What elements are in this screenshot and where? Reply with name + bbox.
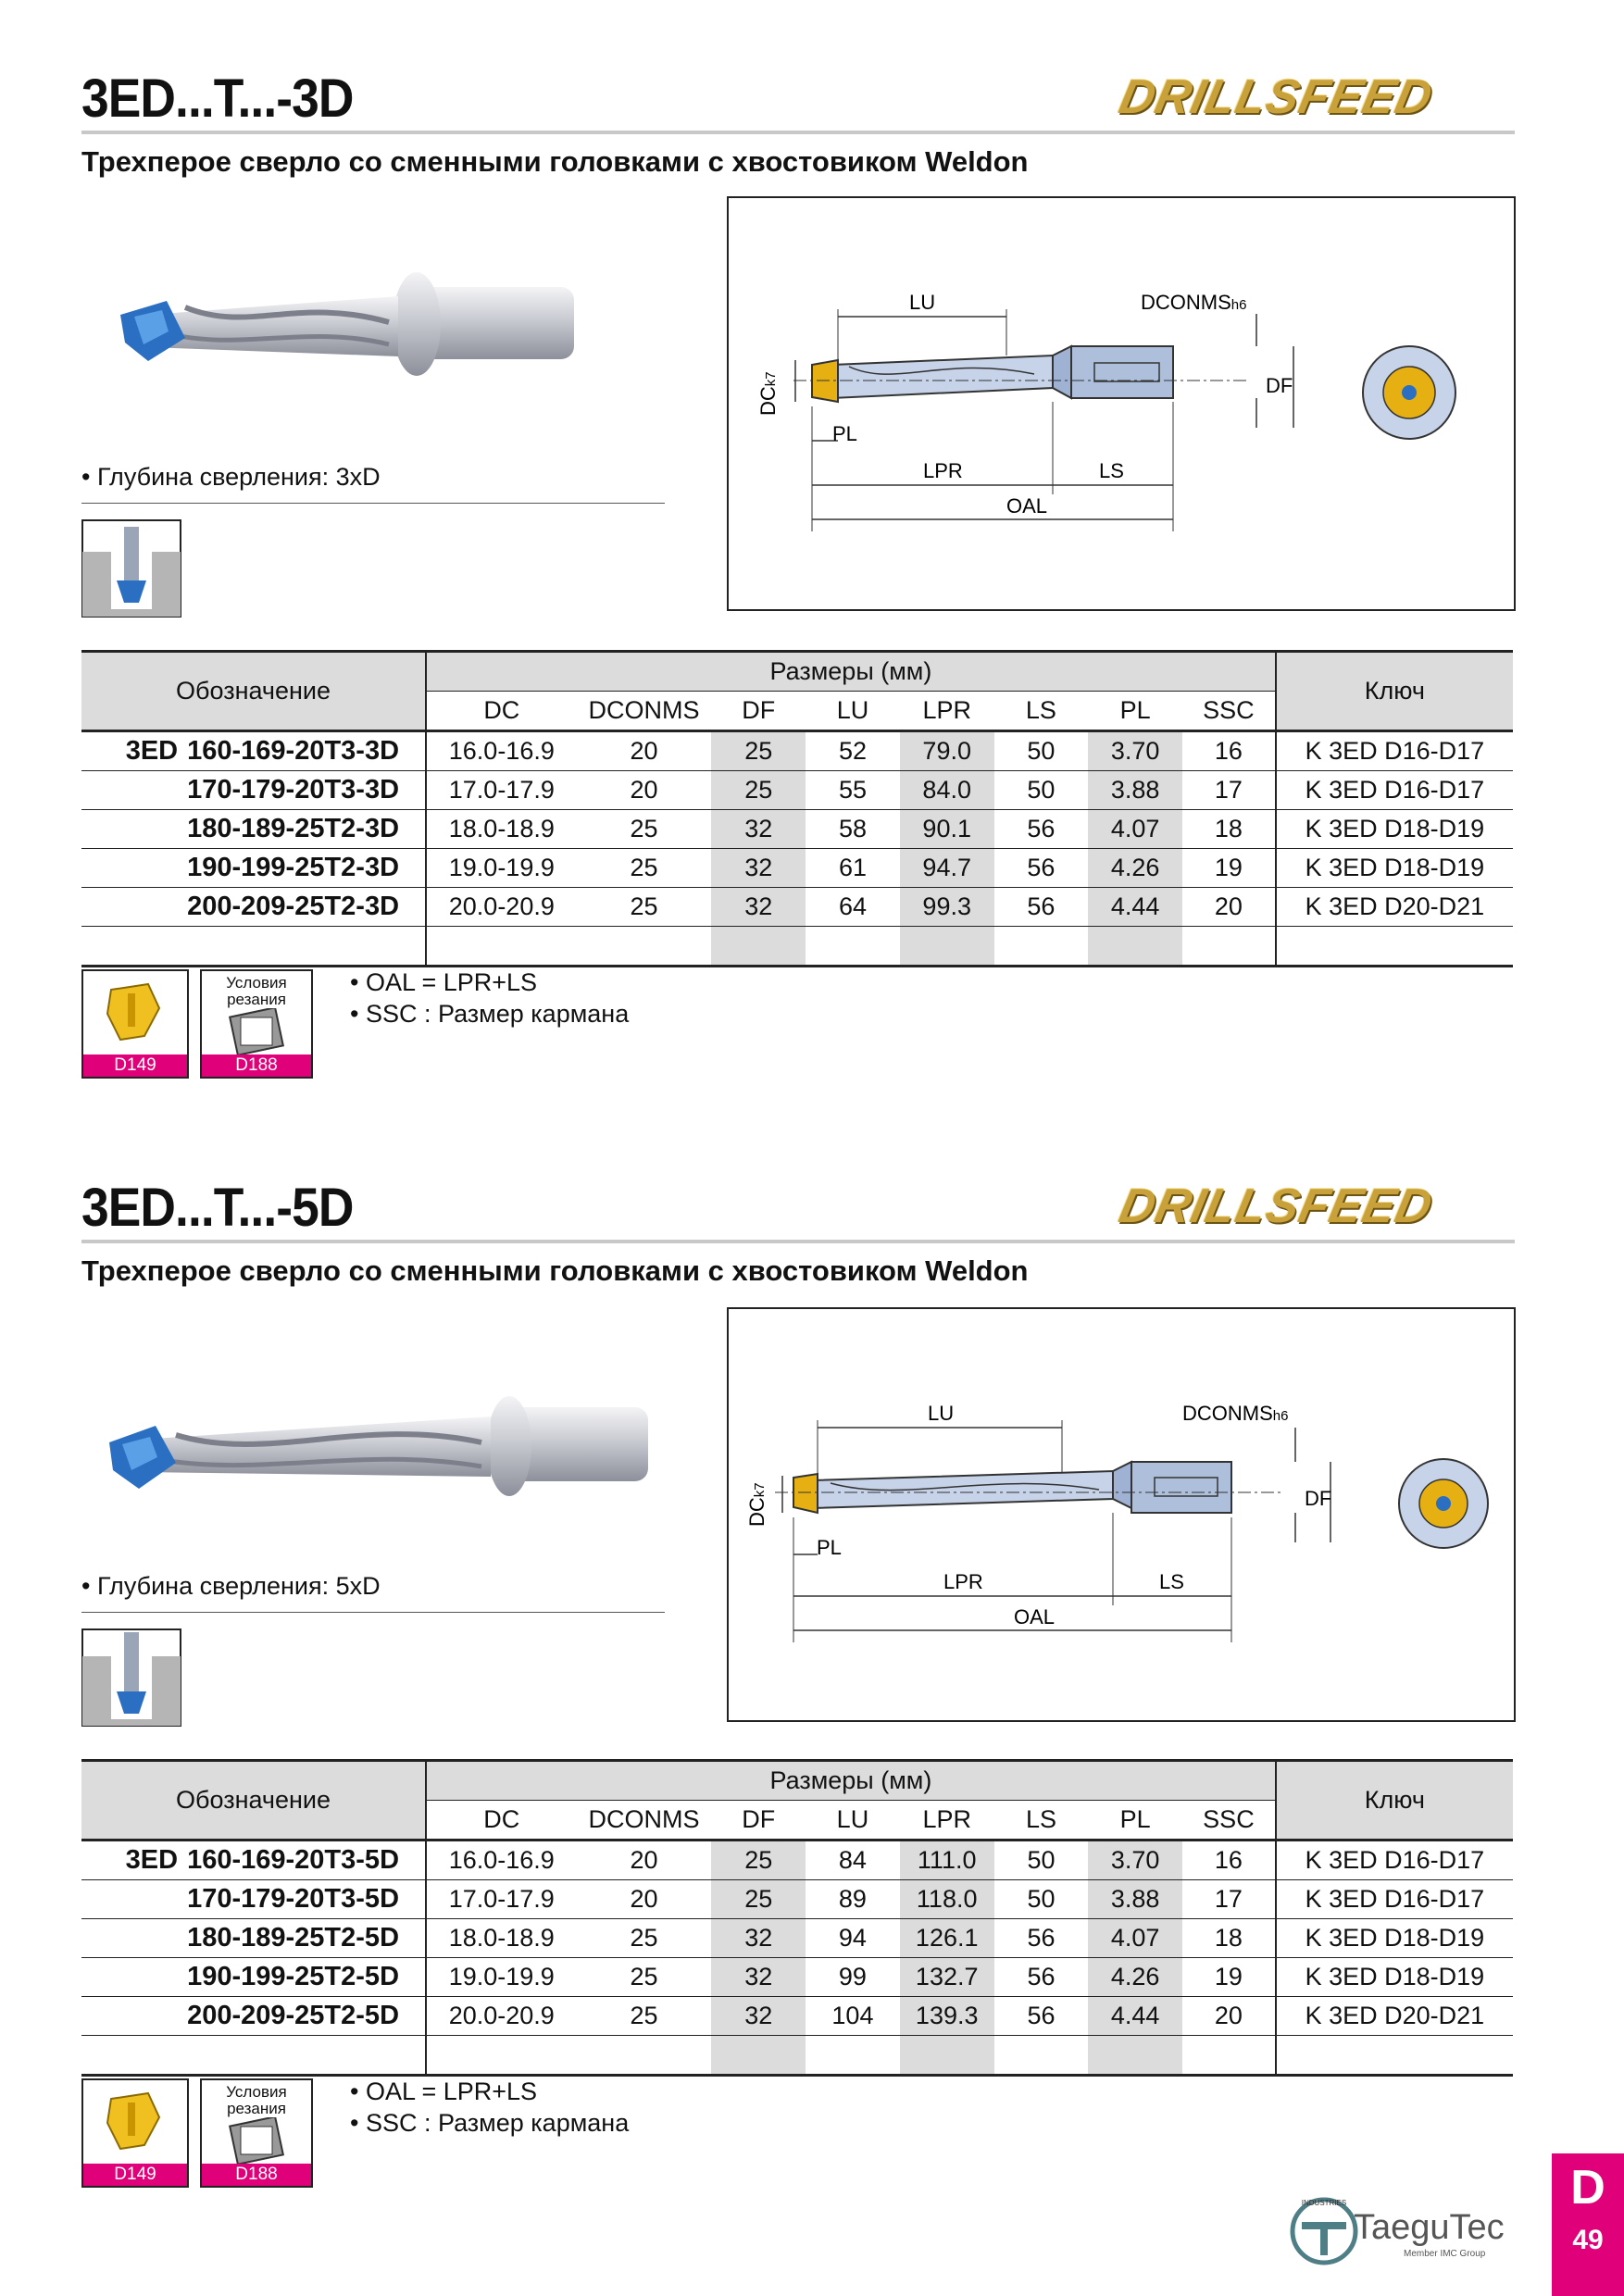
dconms-cell: 25 bbox=[630, 854, 658, 881]
designation-cell: 200-209-25T2-3D bbox=[187, 892, 400, 921]
dimensions-header: Размеры (мм) bbox=[426, 1761, 1276, 1801]
notes bbox=[350, 967, 629, 1029]
lpr-label: LPR bbox=[923, 459, 963, 482]
ls-label: LS bbox=[1159, 1570, 1184, 1593]
ssc-cell: 17 bbox=[1214, 1885, 1243, 1913]
brand-ring-text: INDUSTRIES bbox=[1301, 2199, 1347, 2207]
oal-label: OAL bbox=[1006, 494, 1048, 518]
dconms-cell: 25 bbox=[630, 815, 658, 842]
tool-photo bbox=[102, 1389, 657, 1537]
table-row-empty bbox=[81, 927, 1513, 967]
ls-cell: 56 bbox=[1027, 815, 1056, 842]
lpr-cell: 126.1 bbox=[900, 1919, 994, 1958]
brand-name: TaeguTec bbox=[1354, 2208, 1505, 2247]
depth-rule bbox=[81, 503, 665, 504]
key-cell: K 3ED D16-D17 bbox=[1276, 1841, 1513, 1880]
dimensions-header: Размеры (мм) bbox=[426, 652, 1276, 692]
hole-depth-icon bbox=[81, 519, 181, 618]
table-row bbox=[81, 1919, 1513, 1958]
pl-cell: 4.26 bbox=[1088, 849, 1182, 888]
spec-table-body bbox=[81, 731, 1513, 967]
lpr-cell: 99.3 bbox=[900, 888, 994, 927]
designation-cell: 200-209-25T2-5D bbox=[187, 2001, 400, 2030]
designation-cell: 170-179-20T3-3D bbox=[187, 775, 400, 805]
lpr-cell: 84.0 bbox=[900, 771, 994, 810]
pl-label: PL bbox=[832, 422, 857, 445]
dconms-cell: 25 bbox=[630, 1963, 658, 1990]
spec-table bbox=[81, 650, 1513, 967]
lu-cell: 104 bbox=[831, 2002, 874, 2029]
ls-cell: 56 bbox=[1027, 2002, 1056, 2029]
df-cell: 25 bbox=[711, 731, 806, 771]
note-oal: • OAL = LPR+LS bbox=[350, 2078, 538, 2105]
drillsfeed-logo: DRILLSFEED bbox=[1114, 1179, 1438, 1233]
col-header: DC bbox=[426, 692, 577, 731]
dc-cell: 17.0-17.9 bbox=[426, 1880, 577, 1919]
flange-shape bbox=[487, 1396, 531, 1496]
col-header: DCONMS bbox=[577, 1801, 712, 1841]
tool-photo bbox=[111, 259, 593, 407]
cutting-conditions-button[interactable] bbox=[200, 969, 313, 1079]
ls-cell: 50 bbox=[1027, 737, 1056, 765]
col-header: LPR bbox=[900, 692, 994, 731]
product-subtitle: Трехперое сверло со сменными головками с хвостовиком Weldon bbox=[81, 1254, 1029, 1287]
pl-cell: 4.26 bbox=[1088, 1958, 1182, 1997]
table-row bbox=[81, 1841, 1513, 1880]
col-header: LS bbox=[994, 1801, 1089, 1841]
brand-subtitle: Member IMC Group bbox=[1404, 2249, 1486, 2259]
pl-label: PL bbox=[817, 1536, 842, 1559]
ssc-cell: 20 bbox=[1214, 2002, 1243, 2029]
key-cell: K 3ED D16-D17 bbox=[1276, 771, 1513, 810]
conditions-page-tag: D188 bbox=[202, 2164, 311, 2186]
lu-cell: 58 bbox=[838, 815, 867, 842]
key-cell: K 3ED D18-D19 bbox=[1276, 1958, 1513, 1997]
insert-page-tag: D149 bbox=[83, 1054, 187, 1077]
table-row bbox=[81, 888, 1513, 927]
dc-cell: 20.0-20.9 bbox=[426, 888, 577, 927]
table-row bbox=[81, 810, 1513, 849]
lpr-cell: 111.0 bbox=[900, 1841, 994, 1880]
lu-cell: 61 bbox=[838, 854, 867, 881]
df-cell: 32 bbox=[711, 810, 806, 849]
lu-label: LU bbox=[909, 291, 936, 314]
df-cell: 32 bbox=[711, 849, 806, 888]
designation-cell: 190-199-25T2-3D bbox=[187, 853, 400, 882]
cutting-conditions-label: Условия резания bbox=[226, 974, 287, 1008]
lu-cell: 55 bbox=[838, 776, 867, 804]
drillsfeed-logo: DRILLSFEED bbox=[1114, 70, 1438, 124]
section-letter: D bbox=[1570, 2161, 1605, 2215]
pl-cell: 3.88 bbox=[1088, 771, 1182, 810]
dimension-diagram bbox=[727, 1307, 1516, 1722]
ssc-cell: 18 bbox=[1214, 815, 1243, 842]
col-header: DC bbox=[426, 1801, 577, 1841]
key-cell: K 3ED D16-D17 bbox=[1276, 731, 1513, 771]
designation-cell: 3ED 160-169-20T3-5D bbox=[125, 1845, 400, 1875]
insert-icon bbox=[83, 971, 187, 1053]
lpr-label: LPR bbox=[943, 1570, 983, 1593]
insert-page-tag: D149 bbox=[83, 2164, 187, 2186]
dconms-label: DCONMSh6 bbox=[1182, 1402, 1289, 1425]
hole-depth-icon bbox=[81, 1628, 181, 1727]
key-cell: K 3ED D18-D19 bbox=[1276, 810, 1513, 849]
lpr-cell: 90.1 bbox=[900, 810, 994, 849]
designation-header: Обозначение bbox=[81, 1761, 426, 1841]
table-row bbox=[81, 849, 1513, 888]
col-header: SSC bbox=[1182, 1801, 1276, 1841]
note-ssc: • SSC : Размер кармана bbox=[350, 2109, 630, 2137]
designation-cell: 180-189-25T2-5D bbox=[187, 1923, 400, 1953]
drilling-depth-note: • Глубина сверления: 5xD bbox=[81, 1572, 381, 1600]
col-header: LS bbox=[994, 692, 1089, 731]
df-cell: 32 bbox=[711, 888, 806, 927]
dc-cell: 17.0-17.9 bbox=[426, 771, 577, 810]
dconms-cell: 20 bbox=[630, 737, 658, 765]
lpr-cell: 139.3 bbox=[900, 1997, 994, 2036]
col-header: PL bbox=[1088, 1801, 1182, 1841]
col-header: DF bbox=[711, 692, 806, 731]
lpr-cell: 132.7 bbox=[900, 1958, 994, 1997]
lpr-cell: 94.7 bbox=[900, 849, 994, 888]
conditions-page-tag: D188 bbox=[202, 1054, 311, 1077]
dc-cell: 18.0-18.9 bbox=[426, 1919, 577, 1958]
dconms-cell: 20 bbox=[630, 776, 658, 804]
pl-cell: 3.70 bbox=[1088, 1841, 1182, 1880]
oal-label: OAL bbox=[1014, 1605, 1056, 1628]
title-rule bbox=[81, 131, 1515, 134]
table-row bbox=[81, 771, 1513, 810]
insert-reference-button[interactable] bbox=[81, 969, 189, 1079]
lpr-cell: 118.0 bbox=[900, 1880, 994, 1919]
designation-cell: 180-189-25T2-3D bbox=[187, 814, 400, 843]
df-cell: 32 bbox=[711, 1919, 806, 1958]
product-subtitle: Трехперое сверло со сменными головками с хвостовиком Weldon bbox=[81, 145, 1029, 178]
dimension-diagram bbox=[727, 196, 1516, 611]
key-cell: K 3ED D20-D21 bbox=[1276, 888, 1513, 927]
dc-cell: 16.0-16.9 bbox=[426, 1841, 577, 1880]
ls-label: LS bbox=[1099, 459, 1124, 482]
dc-label: DCk7 bbox=[756, 371, 780, 416]
lu-cell: 94 bbox=[838, 1924, 867, 1952]
lu-cell: 52 bbox=[838, 737, 867, 765]
ls-cell: 56 bbox=[1027, 854, 1056, 881]
key-cell: K 3ED D18-D19 bbox=[1276, 849, 1513, 888]
dc-cell: 19.0-19.9 bbox=[426, 849, 577, 888]
pl-cell: 4.07 bbox=[1088, 810, 1182, 849]
col-header: LPR bbox=[900, 1801, 994, 1841]
pl-cell: 4.44 bbox=[1088, 1997, 1182, 2036]
dconms-cell: 25 bbox=[630, 1924, 658, 1952]
dconms-label: DCONMSh6 bbox=[1141, 291, 1247, 314]
dconms-cell: 25 bbox=[630, 892, 658, 920]
df-label: DF bbox=[1305, 1487, 1332, 1510]
col-header: DF bbox=[711, 1801, 806, 1841]
ls-cell: 50 bbox=[1027, 776, 1056, 804]
df-label: DF bbox=[1266, 374, 1293, 397]
lu-cell: 99 bbox=[838, 1963, 867, 1990]
designation-cell: 3ED 160-169-20T3-3D bbox=[125, 736, 400, 766]
note-oal: • OAL = LPR+LS bbox=[350, 968, 538, 996]
table-row bbox=[81, 1880, 1513, 1919]
ssc-cell: 20 bbox=[1214, 892, 1243, 920]
flange-shape bbox=[393, 272, 441, 376]
lu-label: LU bbox=[928, 1402, 955, 1425]
drilling-depth-note: • Глубина сверления: 3xD bbox=[81, 463, 381, 491]
ls-cell: 56 bbox=[1027, 892, 1056, 920]
cutting-conditions-label: Условия резания bbox=[226, 2083, 287, 2117]
df-cell: 25 bbox=[711, 771, 806, 810]
key-cell: K 3ED D20-D21 bbox=[1276, 1997, 1513, 2036]
body-shape bbox=[139, 1416, 491, 1477]
dc-cell: 16.0-16.9 bbox=[426, 731, 577, 771]
df-cell: 32 bbox=[711, 1958, 806, 1997]
df-cell: 32 bbox=[711, 1997, 806, 2036]
ls-cell: 50 bbox=[1027, 1885, 1056, 1913]
col-header: LU bbox=[806, 1801, 900, 1841]
note-ssc: • SSC : Размер кармана bbox=[350, 1000, 630, 1028]
ls-cell: 56 bbox=[1027, 1963, 1056, 1990]
dconms-cell: 25 bbox=[630, 2002, 658, 2029]
col-header: PL bbox=[1088, 692, 1182, 731]
lpr-cell: 79.0 bbox=[900, 731, 994, 771]
table-row bbox=[81, 1958, 1513, 1997]
body-shape bbox=[148, 296, 398, 356]
pl-cell: 4.07 bbox=[1088, 1919, 1182, 1958]
cutting-conditions-button[interactable] bbox=[200, 2078, 313, 2188]
ssc-cell: 16 bbox=[1214, 737, 1243, 765]
title-rule bbox=[81, 1240, 1515, 1243]
dc-cell: 20.0-20.9 bbox=[426, 1997, 577, 2036]
lu-cell: 84 bbox=[838, 1846, 867, 1874]
taegutec-logo bbox=[1289, 2190, 1539, 2273]
dconms-cell: 20 bbox=[630, 1846, 658, 1874]
designation-cell: 170-179-20T3-5D bbox=[187, 1884, 400, 1914]
depth-rule bbox=[81, 1612, 665, 1613]
dc-cell: 18.0-18.9 bbox=[426, 810, 577, 849]
product-title: 3ED...T...-5D bbox=[81, 1178, 354, 1238]
taegutec-emblem-icon bbox=[1289, 2194, 1363, 2268]
col-header: DCONMS bbox=[577, 692, 712, 731]
spec-table bbox=[81, 1759, 1513, 2077]
pl-cell: 3.70 bbox=[1088, 731, 1182, 771]
col-header: SSC bbox=[1182, 692, 1276, 731]
ssc-cell: 19 bbox=[1214, 854, 1243, 881]
ssc-cell: 18 bbox=[1214, 1924, 1243, 1952]
dc-cell: 19.0-19.9 bbox=[426, 1958, 577, 1997]
conditions-book-icon bbox=[202, 1008, 311, 1054]
table-row bbox=[81, 1997, 1513, 2036]
key-cell: K 3ED D16-D17 bbox=[1276, 1880, 1513, 1919]
spec-table-body bbox=[81, 1841, 1513, 2076]
key-header: Ключ bbox=[1276, 1761, 1513, 1841]
key-header: Ключ bbox=[1276, 652, 1513, 731]
product-title: 3ED...T...-3D bbox=[81, 69, 354, 129]
insert-reference-button[interactable] bbox=[81, 2078, 189, 2188]
ls-cell: 50 bbox=[1027, 1846, 1056, 1874]
dconms-cell: 20 bbox=[630, 1885, 658, 1913]
designation-cell: 190-199-25T2-5D bbox=[187, 1962, 400, 1991]
pl-cell: 3.88 bbox=[1088, 1880, 1182, 1919]
df-cell: 25 bbox=[711, 1841, 806, 1880]
ssc-cell: 16 bbox=[1214, 1846, 1243, 1874]
designation-header: Обозначение bbox=[81, 652, 426, 731]
table-row-empty bbox=[81, 2036, 1513, 2076]
col-header: LU bbox=[806, 692, 900, 731]
ls-cell: 56 bbox=[1027, 1924, 1056, 1952]
pl-cell: 4.44 bbox=[1088, 888, 1182, 927]
section-tab bbox=[1552, 2153, 1624, 2296]
notes bbox=[350, 2076, 629, 2139]
ssc-cell: 17 bbox=[1214, 776, 1243, 804]
ssc-cell: 19 bbox=[1214, 1963, 1243, 1990]
lu-cell: 89 bbox=[838, 1885, 867, 1913]
insert-icon bbox=[83, 2080, 187, 2162]
conditions-book-icon bbox=[202, 2117, 311, 2164]
lu-cell: 64 bbox=[838, 892, 867, 920]
key-cell: K 3ED D18-D19 bbox=[1276, 1919, 1513, 1958]
page-number: 49 bbox=[1572, 2225, 1604, 2255]
dc-label: DCk7 bbox=[745, 1482, 768, 1527]
df-cell: 25 bbox=[711, 1880, 806, 1919]
table-row bbox=[81, 731, 1513, 771]
